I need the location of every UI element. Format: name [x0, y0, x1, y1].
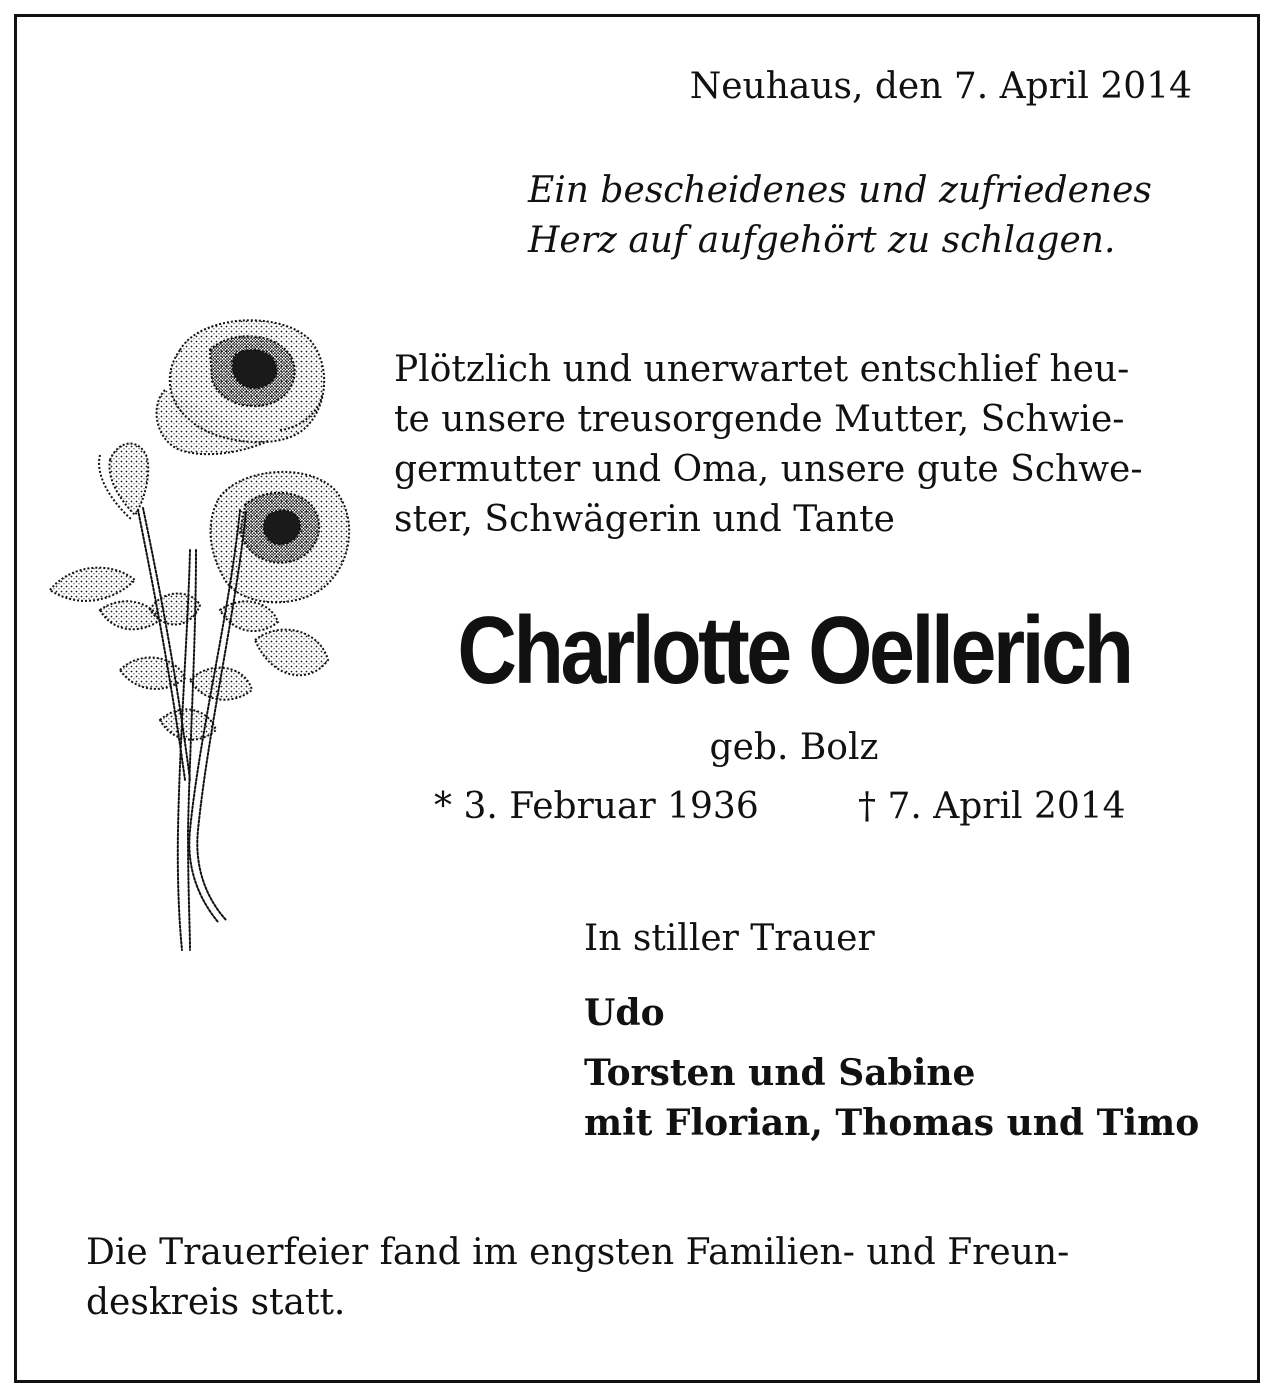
maiden-name: geb. Bolz — [709, 727, 879, 768]
intro-line-2: te unsere treusorgende Mutter, Schwie- — [394, 399, 1125, 440]
rose-illustration-icon — [40, 310, 380, 960]
death-date: † 7. April 2014 — [858, 786, 1126, 827]
mourner-line-3: mit Florian, Thomas und Timo — [584, 1102, 1200, 1144]
intro-text — [394, 345, 1194, 545]
mourner-line-1: Udo — [584, 992, 665, 1034]
birth-date: * 3. Februar 1936 — [434, 786, 759, 827]
funeral-note — [86, 1228, 1196, 1328]
mourning-heading: In stiller Trauer — [584, 918, 875, 959]
mourner-line-2: Torsten und Sabine — [584, 1052, 976, 1094]
deceased-name: Charlotte Oellerich — [457, 597, 1131, 704]
motto-line-2: Herz auf aufgehört zu schlagen. — [528, 220, 1116, 261]
place-date: Neuhaus, den 7. April 2014 — [689, 66, 1192, 107]
intro-line-1: Plötzlich und unerwartet entschlief heu- — [394, 349, 1130, 390]
intro-line-4: ster, Schwägerin und Tante — [394, 499, 895, 540]
intro-line-3: germutter und Oma, unsere gute Schwe- — [394, 449, 1143, 490]
funeral-note-line-1: Die Trauerfeier fand im engsten Familien- und Freun- — [86, 1232, 1070, 1273]
motto — [528, 166, 1152, 266]
motto-line-1: Ein bescheidenes und zufriedenes — [528, 170, 1152, 211]
funeral-note-line-2: deskreis statt. — [86, 1282, 346, 1323]
